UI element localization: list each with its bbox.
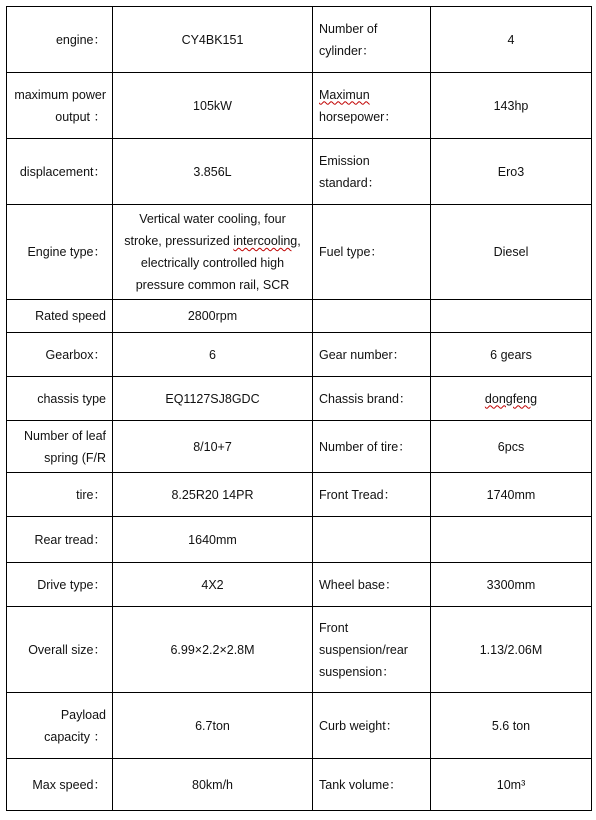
table-row [7, 759, 592, 811]
spec-label: Front suspension/rear suspension： [313, 607, 431, 693]
table-row [7, 139, 592, 205]
spec-value: 6pcs [431, 421, 592, 473]
spec-label: Number of leaf spring (F/R [7, 421, 113, 473]
spec-label: Engine type： [7, 205, 113, 300]
table-row [7, 693, 592, 759]
table-row [7, 517, 592, 563]
spellcheck-word: dongfeng [484, 391, 538, 406]
table-row [7, 377, 592, 421]
spec-label: Number of cylinder： [313, 7, 431, 73]
table-row [7, 7, 592, 73]
spec-value: 8.25R20 14PR [113, 473, 313, 517]
spec-value: 2800rpm [113, 300, 313, 333]
spec-value: 5.6 ton [431, 693, 592, 759]
spec-label: Drive type： [7, 563, 113, 607]
spec-value: 10m³ [431, 759, 592, 811]
spec-value: 1640mm [113, 517, 313, 563]
spec-value: 3300mm [431, 563, 592, 607]
spec-value: 1.13/2.06M [431, 607, 592, 693]
spec-table [6, 6, 592, 811]
spec-value: 3.856L [113, 139, 313, 205]
table-row [7, 300, 592, 333]
spec-label: maximum power output ： [7, 73, 113, 139]
spec-value [431, 517, 592, 563]
spec-label: Emission standard： [313, 139, 431, 205]
spec-label: Tank volume： [313, 759, 431, 811]
spec-label: Payload capacity ： [7, 693, 113, 759]
spec-label: tire： [7, 473, 113, 517]
spec-value-part: , electrically controlled high pressure common rail, SCR [135, 234, 301, 292]
spec-value [431, 300, 592, 333]
table-row [7, 563, 592, 607]
spec-label: Chassis brand： [313, 377, 431, 421]
spec-label: chassis type [7, 377, 113, 421]
spec-label-part: horsepower： [319, 109, 397, 124]
spec-value: Diesel [431, 205, 592, 300]
spec-value: EQ1127SJ8GDC [113, 377, 313, 421]
spec-value: 6.7ton [113, 693, 313, 759]
spec-label: Rear tread： [7, 517, 113, 563]
spec-label: engine： [7, 7, 113, 73]
spec-label: Gear number： [313, 333, 431, 377]
table-row [7, 333, 592, 377]
spec-label: Number of tire： [313, 421, 431, 473]
spec-label: Max speed： [7, 759, 113, 811]
spec-value [113, 205, 313, 300]
spec-value: CY4BK151 [113, 7, 313, 73]
spec-label: Front Tread： [313, 473, 431, 517]
spec-value-part: Vertical water cooling, four stroke, pressurized [124, 212, 286, 248]
spec-label: Wheel base： [313, 563, 431, 607]
spec-value: 6 gears [431, 333, 592, 377]
spec-label [313, 300, 431, 333]
table-row [7, 73, 592, 139]
spec-label [313, 73, 431, 139]
spellcheck-word: Maximun [319, 87, 370, 102]
table-row [7, 205, 592, 300]
spec-label [313, 517, 431, 563]
spec-value: 105kW [113, 73, 313, 139]
table-row [7, 473, 592, 517]
spec-label: Fuel type： [313, 205, 431, 300]
spec-value: 8/10+7 [113, 421, 313, 473]
spec-value: 1740mm [431, 473, 592, 517]
spellcheck-word: intercooling [233, 234, 298, 248]
spec-label: displacement： [7, 139, 113, 205]
spec-label: Curb weight： [313, 693, 431, 759]
spec-value: 6 [113, 333, 313, 377]
spec-label: Overall size： [7, 607, 113, 693]
spec-value: Ero3 [431, 139, 592, 205]
spec-label: Rated speed [7, 300, 113, 333]
spec-value: 6.99×2.2×2.8M [113, 607, 313, 693]
spec-value: 4X2 [113, 563, 313, 607]
table-row [7, 607, 592, 693]
spec-value: 4 [431, 7, 592, 73]
table-row [7, 421, 592, 473]
spec-label: Gearbox： [7, 333, 113, 377]
spec-value: 80km/h [113, 759, 313, 811]
spec-value [431, 377, 592, 421]
spec-value: 143hp [431, 73, 592, 139]
